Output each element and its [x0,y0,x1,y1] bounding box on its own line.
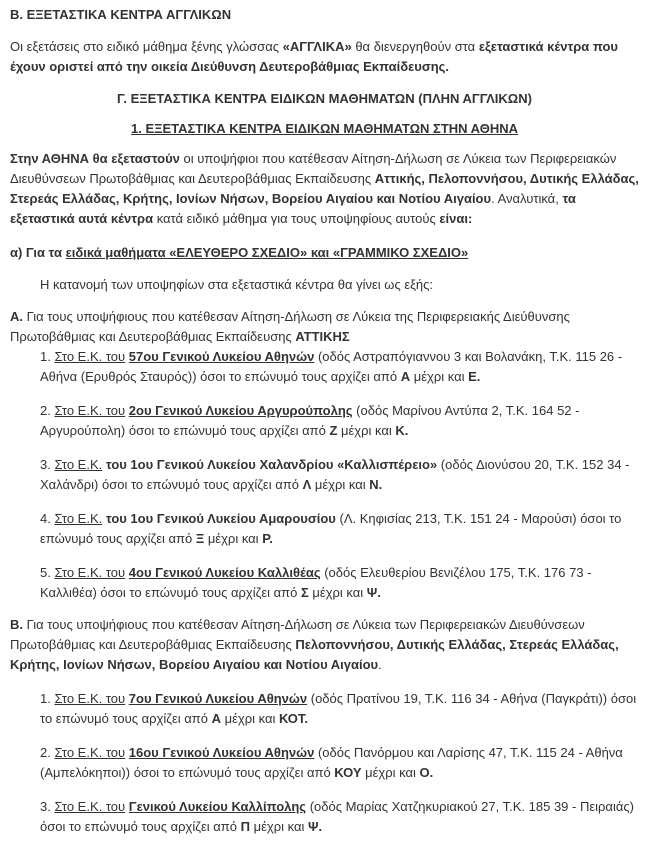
heading-subjects: ειδικά μαθήματα «ΕΛΕΥΘΕΡΟ ΣΧΕΔΙΟ» και «ΓΡΑΜΜΙΚΟ ΣΧΕΔΙΟ» [65,245,469,260]
range-from: Σ [301,585,309,600]
list-item [10,743,639,783]
text-bold: είναι: [439,211,473,226]
group-a-intro [10,307,639,347]
item-end: . [269,531,273,546]
region: ΑΤΤΙΚΗΣ [295,329,350,344]
item-number: 2. [40,745,51,760]
distribution-text: Η κατανομή των υποψηφίων στα εξεταστικά κέντρα θα γίνει ως εξής: [40,277,434,292]
text-bold: Στην ΑΘΗΝΑ θα εξεταστούν [10,151,180,166]
range-mid: μέχρι και [308,585,367,600]
address: (οδός Αστραπόγιαννου 3 και Βολανάκη, Τ.Κ. 115 26 - Αθήνα (Ερυθρός Σταυρός)) όσοι το επώνυμό τους αρχίζει από [40,349,623,384]
range-from: ΚΟΥ [334,765,362,780]
item-number: 4. [40,511,51,526]
school-name: 16ου Γενικού Λυκείου Αθηνών [128,745,315,760]
address: (οδός Πανόρμου και Λαρίσης 47, Τ.Κ. 115 24 - Αθήνα (Αμπελόκηποι)) όσοι το επώνυμό τους αρχίζει από [40,745,623,780]
text: . Αναλυτικά, [491,191,563,206]
item-prefix: Στο Ε.Κ. του [54,799,126,814]
intro-paragraph [10,149,639,229]
address: (οδός Μαρίνου Αντύπα 2, Τ.Κ. 164 52 - Αργυρούπολη) όσοι το επώνυμό τους αρχίζει από [40,403,580,438]
range-mid: μέχρι και [410,369,469,384]
address: (οδός Μαρίας Χατζηκυριακού 27, Τ.Κ. 185 39 - Πειραιάς) όσοι το επώνυμό τους αρχίζει από [40,799,634,834]
item-prefix: Στο Ε.Κ. [54,457,103,472]
address: (οδός Διονύσου 20, Τ.Κ. 152 34 - Χαλάνδρι) όσοι το επώνυμό τους αρχίζει από [40,457,630,492]
item-end: . [404,423,409,438]
list-item [10,563,639,603]
item-number: 5. [40,565,51,580]
school-name: 57ου Γενικού Λυκείου Αθηνών [128,349,315,364]
range-from: Α [400,369,411,384]
range-from: Π [240,819,250,834]
school-name: Γενικού Λυκείου Καλλίπολης [128,799,307,814]
heading-prefix: α) Για τα [10,245,66,260]
group-label: Α. [10,309,23,324]
list-item [10,455,639,495]
school-name: 7ου Γενικού Λυκείου Αθηνών [128,691,308,706]
range-from: Λ [302,477,312,492]
range-to: Ν [369,477,379,492]
item-end: . [304,711,309,726]
section-b-title: Β. ΕΞΕΤΑΣΤΙΚΑ ΚΕΝΤΡΑ ΑΓΓΛΙΚΩΝ [10,7,232,22]
region: Πελοποννήσου, Δυτικής Ελλάδας, Στερεάς Ελλάδας, Κρήτης, Ιονίων Νήσων, Βορείου Αιγαίου και Νοτίου Αιγαίου [10,637,619,672]
item-prefix: Στο Ε.Κ. του [54,691,126,706]
range-mid: μέχρι και [221,711,279,726]
group-b-intro [10,615,639,675]
school-name: 4ου Γενικού Λυκείου Καλλιθέας [128,565,321,580]
text-bold: εξεταστικά κέντρα που έχουν οριστεί από την οικεία Διεύθυνση Δευτεροβάθμιας Εκπαίδευσης. [10,39,618,74]
group-label: Β. [10,617,23,632]
range-mid: μέχρι και [204,531,263,546]
list-item [10,509,639,549]
range-mid: μέχρι και [249,819,308,834]
text: Για τους υποψήφιους που κατέθεσαν Αίτηση-Δήλωση σε Λύκεια της Περιφερειακής Διεύθυνσης Πρωτοβάθμιας και Δευτεροβάθμιας Εκπαίδευσης [10,309,570,344]
range-mid: μέχρι και [337,423,396,438]
range-to: Ψ [307,819,319,834]
range-mid: μέχρι και [361,765,420,780]
section-c-subtitle [10,119,639,139]
list-item [10,797,639,837]
item-prefix: Στο Ε.Κ. του [54,565,126,580]
list-item [10,689,639,729]
item-prefix: Στο Ε.Κ. του [54,745,126,760]
item-number: 1. [40,349,51,364]
item-number: 1. [40,691,51,706]
range-to: Ε [468,369,477,384]
range-to: Ψ [366,585,378,600]
item-end: . [476,369,481,384]
text: κατά ειδικό μάθημα για τους υποψηφίους αυτούς [153,211,440,226]
address: (Λ. Κηφισίας 213, Τ.Κ. 151 24 - Μαρούσι) όσοι το επώνυμό τους αρχίζει από [40,511,622,546]
range-to: Κ [395,423,405,438]
subtitle-text: 1. ΕΞΕΤΑΣΤΙΚΑ ΚΕΝΤΡΑ ΕΙΔΙΚΩΝ ΜΑΘΗΜΑΤΩΝ ΣΤΗΝ ΑΘΗΝΑ [130,121,518,136]
item-number: 3. [40,799,51,814]
item-end: . [318,819,323,834]
range-from: Ζ [329,423,338,438]
school-name: 2ου Γενικού Λυκείου Αργυρούπολης [128,403,353,418]
item-prefix: Στο Ε.Κ. του [54,403,126,418]
group-b-list [10,689,639,837]
text: θα διενεργηθούν στα [351,39,479,54]
item-end: . [378,477,383,492]
text: οι υποψήφιοι που κατέθεσαν Αίτηση-Δήλωση σε Λύκεια των Περιφερειακών Διευθύνσεων Πρωτοβάθμιας και Δευτεροβάθμιας Εκπαίδευσης [10,151,617,186]
school-name: του 1ου Γενικού Λυκείου Χαλανδρίου «Καλλισπέρειο» [105,457,438,472]
item-end: . [377,585,381,600]
range-to: Ο [419,765,430,780]
text-bold: τα εξεταστικά αυτά κέντρα [10,191,576,226]
address: (οδός Ελευθερίου Βενιζέλου 175, Τ.Κ. 176 73 - Καλλιθέα) όσοι το επώνυμό τους αρχίζει από [40,565,592,600]
section-c-title: Γ. ΕΞΕΤΑΣΤΙΚΑ ΚΕΝΤΡΑ ΕΙΔΙΚΩΝ ΜΑΘΗΜΑΤΩΝ (ΠΛΗΝ ΑΓΓΛΙΚΩΝ) [117,91,532,106]
text: Οι εξετάσεις στο ειδικό μάθημα ξένης γλώσσας [10,39,283,54]
text-bold: «ΑΓΓΛΙΚΑ» [282,39,352,54]
item-number: 3. [40,457,51,472]
range-from: Α [211,711,221,726]
list-item [10,401,639,441]
text-bold: Αττικής, Πελοποννήσου, Δυτικής Ελλάδας, Στερεάς Ελλάδας, Κρήτης, Ιονίων Νήσων, Βορείου Αιγαίου και Νοτίου Αιγαίου [10,171,639,206]
range-to: Ρ [262,531,270,546]
school-name: του 1ου Γενικού Λυκείου Αμαρουσίου [105,511,336,526]
section-b-paragraph [10,37,639,77]
address: (οδός Πρατίνου 19, Τ.Κ. 116 34 - Αθήνα (Παγκράτι)) όσοι το επώνυμό τους αρχίζει από [40,691,637,726]
range-from: Ξ [195,531,205,546]
item-prefix: Στο Ε.Κ. [54,511,103,526]
item-prefix: Στο Ε.Κ. του [54,349,126,364]
list-item [10,347,639,387]
item-number: 2. [40,403,51,418]
text: Για τους υποψήφιους που κατέθεσαν Αίτηση-Δήλωση σε Λύκεια των Περιφερειακών Διευθύνσεων Πρωτοβάθμιας και Δευτεροβάθμιας Εκπαίδευσης [10,617,585,652]
group-a-list [10,347,639,603]
item-end: . [429,765,434,780]
range-mid: μέχρι και [311,477,370,492]
heading-a [10,243,639,263]
range-to: ΚΟΤ [278,711,305,726]
text: . [378,657,382,672]
